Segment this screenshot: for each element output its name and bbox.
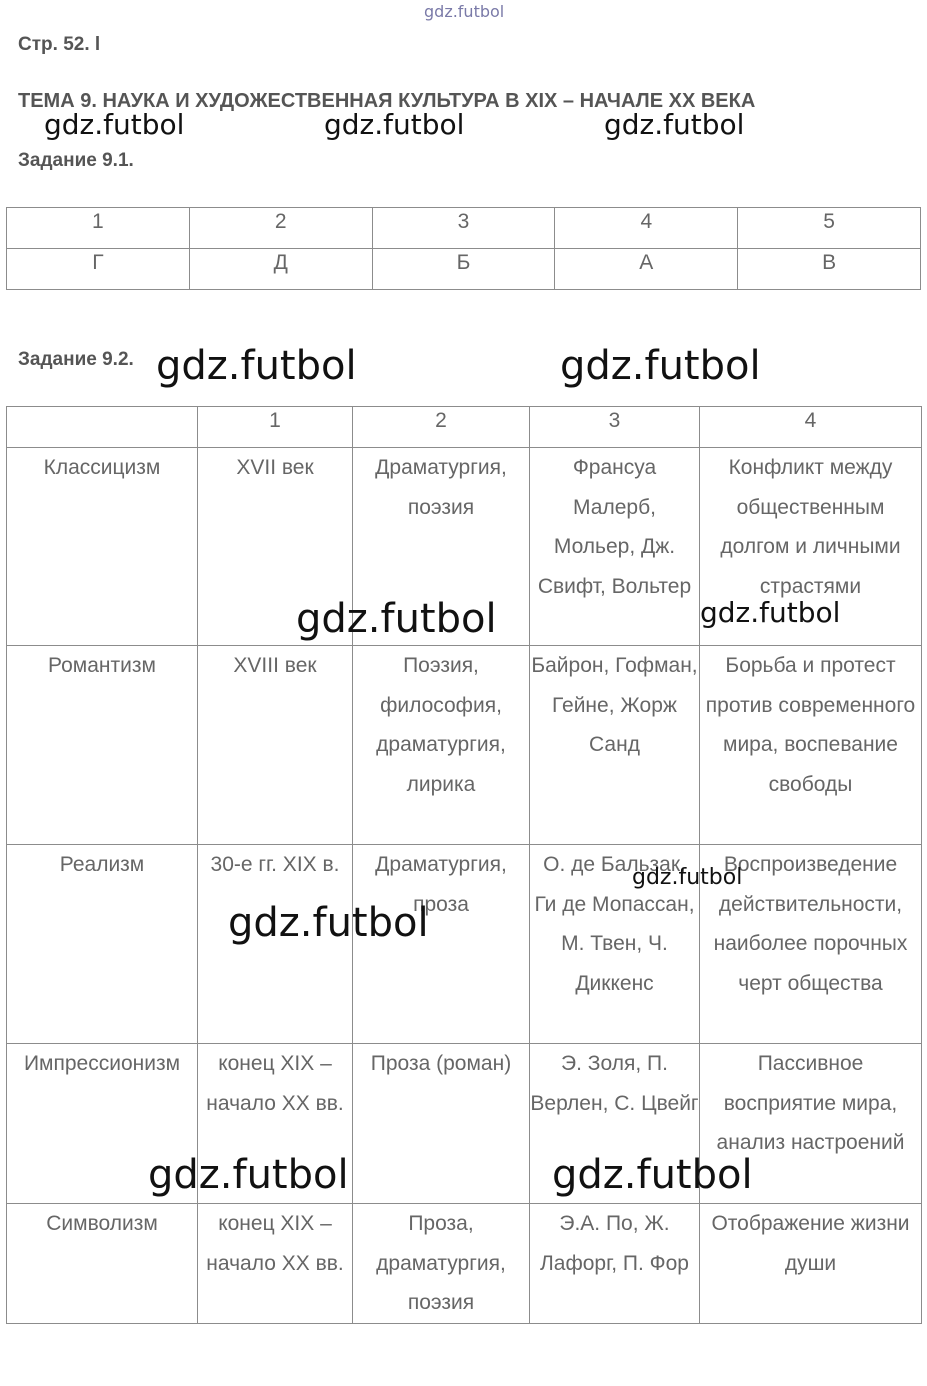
movement-cell: Символизм	[7, 1204, 198, 1324]
authors-cell: Э.А. По, Ж. Лафорг, П. Фор	[530, 1204, 700, 1324]
movement-cell: Романтизм	[7, 646, 198, 845]
task2-row-realism	[7, 845, 922, 1044]
watermark: gdz.futbol	[44, 108, 185, 141]
watermark: gdz.futbol	[296, 596, 497, 642]
theme-cell: Борьба и протест против современного мира, воспевание свободы	[700, 646, 922, 845]
theme-cell: Воспроизведение действительности, наиболее порочных черт общества	[700, 845, 922, 1044]
task1-title: Задание 9.1.	[18, 150, 134, 171]
period-cell: конец XIX – начало XX вв.	[198, 1204, 353, 1324]
genres-cell: Проза (роман)	[353, 1044, 530, 1204]
authors-cell: Франсуа Малерб, Мольер, Дж. Свифт, Вольтер	[530, 448, 700, 646]
watermark: gdz.futbol	[156, 343, 357, 389]
page-reference: Стр. 52. l	[18, 34, 101, 55]
task1-header-cell: 3	[372, 208, 555, 249]
task1-answer-cell: Д	[189, 249, 372, 290]
authors-cell: Байрон, Гофман, Гейне, Жорж Санд	[530, 646, 700, 845]
topic-title: ТЕМА 9. НАУКА И ХУДОЖЕСТВЕННАЯ КУЛЬТУРА В XIX – НАЧАЛЕ XX ВЕКА	[18, 90, 756, 112]
top-watermark: gdz.futbol	[424, 2, 505, 21]
task2-header-cell: 4	[700, 407, 922, 448]
authors-cell: Э. Золя, П. Верлен, С. Цвейг	[530, 1044, 700, 1204]
period-cell: конец XIX – начало XX вв.	[198, 1044, 353, 1204]
task2-row-romanticism	[7, 646, 922, 845]
watermark: gdz.futbol	[148, 1152, 349, 1198]
authors-cell: О. де Бальзак, Ги де Мопассан, М. Твен, Ч. Диккенс	[530, 845, 700, 1044]
task2-header-row	[7, 407, 922, 448]
task1-answer-cell: А	[555, 249, 738, 290]
watermark: gdz.futbol	[700, 596, 841, 629]
task1-answer-cell: В	[738, 249, 921, 290]
watermark: gdz.futbol	[604, 108, 745, 141]
task2-row-symbolism	[7, 1204, 922, 1324]
task1-table	[6, 207, 921, 290]
watermark: gdz.futbol	[552, 1152, 753, 1198]
genres-cell: Проза, драматургия, поэзия	[353, 1204, 530, 1324]
task2-table	[6, 406, 922, 1324]
movement-cell: Импрессионизм	[7, 1044, 198, 1204]
period-cell: XVIII век	[198, 646, 353, 845]
task1-header-cell: 4	[555, 208, 738, 249]
movement-cell: Классицизм	[7, 448, 198, 646]
genres-cell: Драматургия, проза	[353, 845, 530, 1044]
genres-cell: Поэзия, философия, драматургия, лирика	[353, 646, 530, 845]
theme-cell: Пассивное восприятие мира, анализ настроений	[700, 1044, 922, 1204]
task2-title: Задание 9.2.	[18, 349, 134, 370]
genres-cell: Драматургия, поэзия	[353, 448, 530, 646]
theme-cell: Конфликт между общественным долгом и личными страстями	[700, 448, 922, 646]
task1-answer-cell: Б	[372, 249, 555, 290]
task1-answer-row	[7, 249, 921, 290]
task2-header-cell: 1	[198, 407, 353, 448]
task2-row-impressionism	[7, 1044, 922, 1204]
task1-answer-cell: Г	[7, 249, 190, 290]
watermark: gdz.futbol	[560, 343, 761, 389]
watermark: gdz.futbol	[228, 900, 429, 946]
period-cell: 30-е гг. XIX в.	[198, 845, 353, 1044]
period-cell: XVII век	[198, 448, 353, 646]
task2-header-cell: 2	[353, 407, 530, 448]
task2-header-cell: 3	[530, 407, 700, 448]
theme-cell: Отображение жизни души	[700, 1204, 922, 1324]
task1-header-cell: 1	[7, 208, 190, 249]
watermark: gdz.futbol	[324, 108, 465, 141]
task1-header-cell: 2	[189, 208, 372, 249]
task1-header-row	[7, 208, 921, 249]
task1-header-cell: 5	[738, 208, 921, 249]
movement-cell: Реализм	[7, 845, 198, 1044]
task2-header-cell	[7, 407, 198, 448]
watermark: gdz.futbol	[632, 865, 743, 890]
